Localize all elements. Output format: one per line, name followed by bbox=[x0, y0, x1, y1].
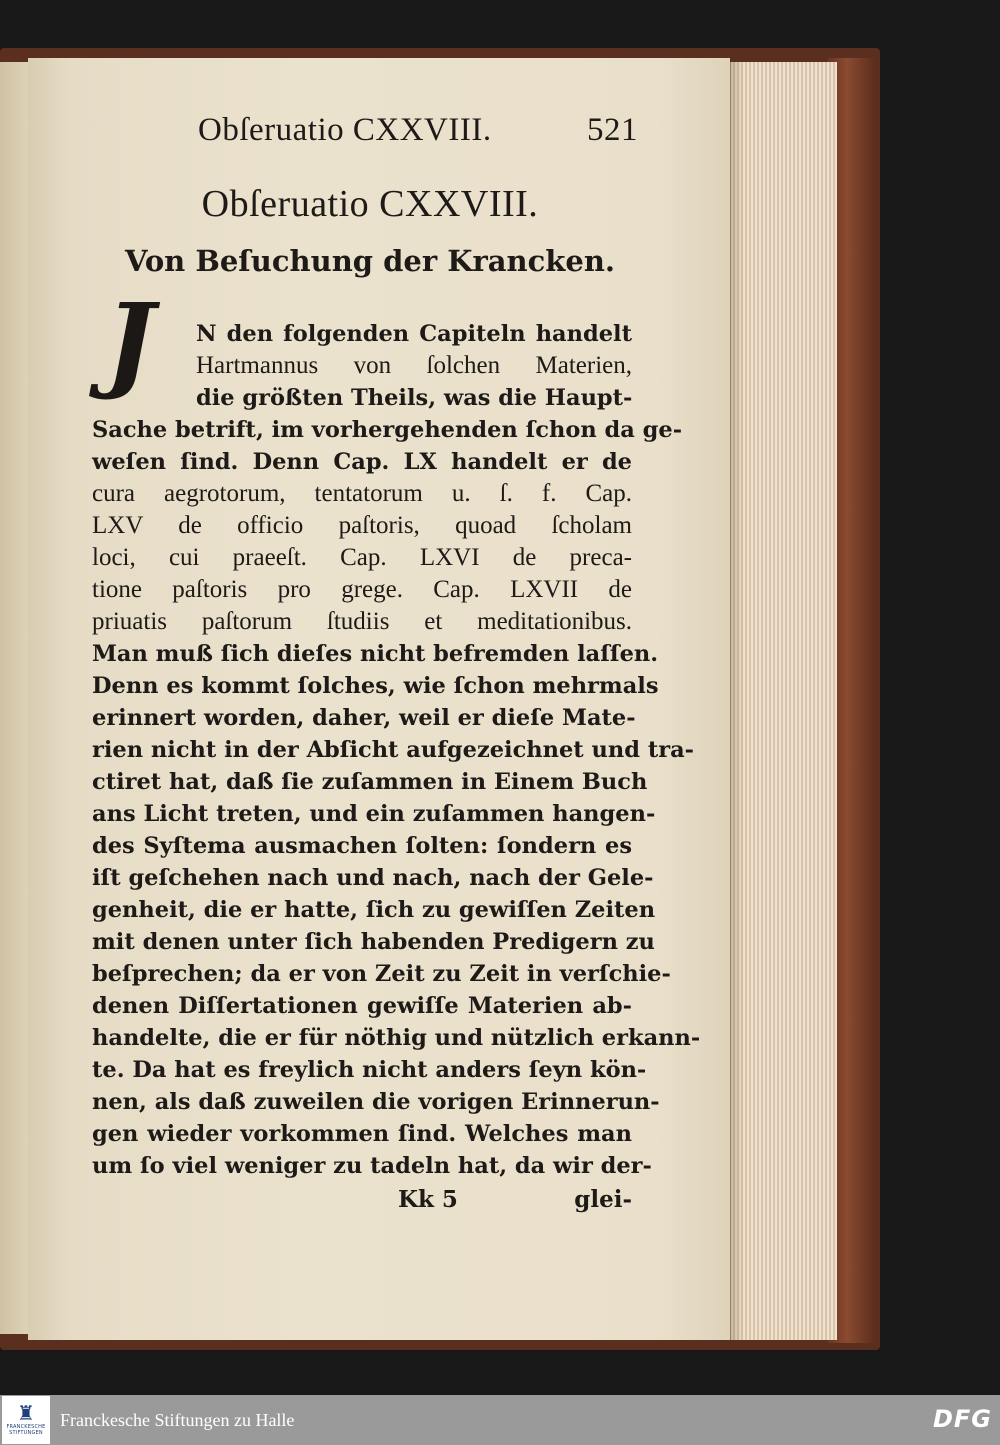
text-line: gen wieder vorkommen ſind. Welches man bbox=[92, 1121, 632, 1147]
dfg-logo[interactable]: DFG bbox=[932, 1405, 992, 1433]
text-line: rien nicht in der Abſicht aufgezeichnet und tra- bbox=[92, 737, 694, 763]
text-line: denen Diſſertationen gewiſſe Materien ab- bbox=[92, 993, 632, 1019]
text-line: iſt geſchehen nach und nach, nach der Gele- bbox=[92, 865, 654, 891]
text-line: cura aegrotorum, tentatorum u. ſ. f. Cap. bbox=[92, 480, 632, 507]
chapter-subtitle: Von Beſuchung der Krancken. bbox=[124, 244, 615, 278]
text-line: loci, cui praeeſt. Cap. LXVI de preca- bbox=[92, 544, 632, 571]
text-line: Hartmannus von ſolchen Materien, bbox=[196, 352, 632, 379]
page-footer-line bbox=[92, 1186, 632, 1220]
running-head bbox=[198, 112, 638, 158]
text-line: Man muß ſich dieſes nicht befremden laſſen. bbox=[92, 641, 659, 667]
text-line: beſprechen; da er von Zeit zu Zeit in verſchie- bbox=[92, 961, 671, 987]
text-line: LXV de officio paſtoris, quoad ſcholam bbox=[92, 512, 632, 539]
page-block-edges bbox=[730, 62, 837, 1340]
previous-page-edge bbox=[0, 62, 29, 1334]
text-line: weſen ſind. Denn Cap. LX handelt er de bbox=[92, 449, 632, 475]
footer-bar bbox=[0, 1395, 1000, 1445]
text-line: tione paſtoris pro grege. Cap. LXVII de bbox=[92, 576, 632, 603]
text-line: Denn es kommt ſolches, wie ſchon mehrmals bbox=[92, 673, 659, 699]
signature-mark: Kk 5 bbox=[398, 1186, 458, 1213]
page-number: 521 bbox=[587, 112, 638, 148]
text-line: ans Licht treten, und ein zuſammen hangen- bbox=[92, 801, 656, 827]
text-line: des Syſtema ausmachen ſolten: ſondern es bbox=[92, 833, 632, 859]
page-edge-shadow bbox=[730, 62, 744, 1340]
text-line: N den folgenden Capiteln handelt bbox=[196, 321, 632, 347]
chapter-title: Obſeruatio CXXVIII. bbox=[201, 183, 539, 225]
text-line: erinnert worden, daher, weil er dieſe Mate- bbox=[92, 705, 636, 731]
text-line: um ſo viel weniger zu tadeln hat, da wir der- bbox=[92, 1153, 652, 1179]
text-line: te. Da hat es freylich nicht anders ſeyn kön- bbox=[92, 1057, 647, 1083]
text-line: ctiret hat, daß ſie zuſammen in Einem Buch bbox=[92, 769, 648, 795]
text-line: Sache betrift, im vorhergehenden ſchon da ge- bbox=[92, 417, 683, 443]
catchword: glei- bbox=[574, 1186, 632, 1213]
text-line: die größten Theils, was die Haupt- bbox=[196, 385, 633, 411]
institution-name[interactable]: Franckesche Stiftungen zu Halle bbox=[60, 1409, 295, 1430]
foundation-logo-icon[interactable] bbox=[2, 1396, 50, 1444]
logo-label: FRANCKESCHE STIFTUNGEN bbox=[6, 1424, 46, 1436]
running-head-title: Obſeruatio CXXVIII. bbox=[198, 112, 492, 148]
foundation-emblem-icon: ♜ bbox=[17, 1403, 35, 1425]
text-line: mit denen unter ſich habenden Predigern zu bbox=[92, 929, 655, 955]
text-line: genheit, die er hatte, ſich zu gewiſſen Zeiten bbox=[92, 897, 656, 923]
text-line: priuatis paſtorum ſtudiis et meditationibus. bbox=[92, 608, 632, 635]
text-line: nen, als daß zuweilen die vorigen Erinnerun- bbox=[92, 1089, 660, 1115]
text-line: handelte, die er für nöthig und nützlich erkann- bbox=[92, 1025, 701, 1051]
drop-cap: J bbox=[105, 280, 155, 403]
